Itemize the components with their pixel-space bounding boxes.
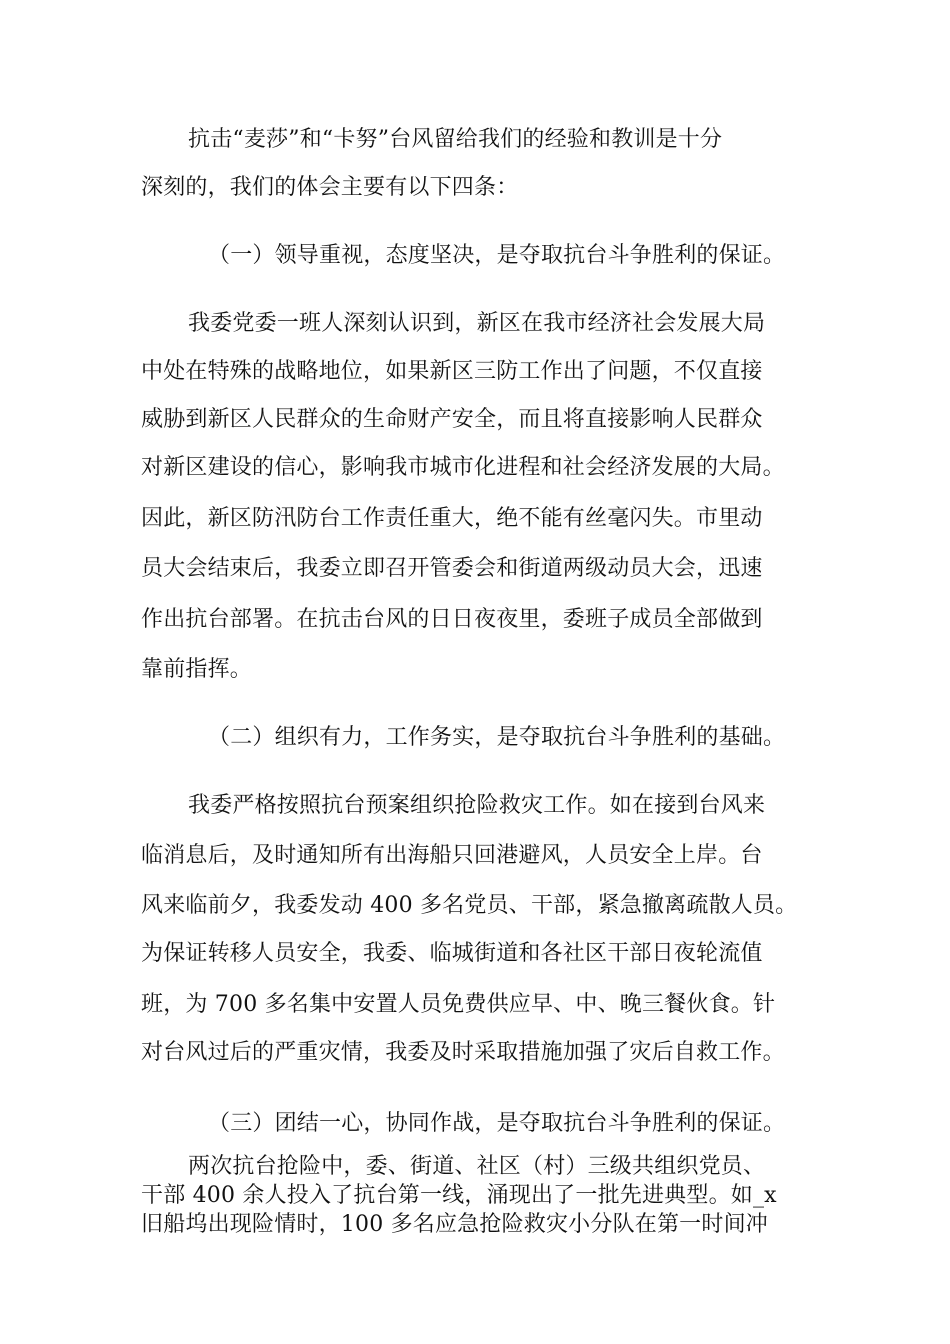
paragraph-2-line-8: 靠前指挥。 — [141, 657, 253, 682]
paragraph-4-line-1: 两次抗台抢险中，委、街道、社区（村）三级共组织党员、 — [188, 1154, 766, 1179]
section-heading-3: （三）团结一心，协同作战，是夺取抗台斗争胜利的保证。 — [208, 1111, 786, 1136]
paragraph-2-line-1: 我委党委一班人深刻认识到，新区在我市经济社会发展大局 — [188, 311, 766, 336]
paragraph-2-line-5: 因此，新区防汛防台工作责任重大，绝不能有丝毫闪失。市里动 — [141, 506, 763, 531]
paragraph-1-line-2: 深刻的，我们的体会主要有以下四条： — [141, 175, 519, 200]
paragraph-2-line-4: 对新区建设的信心，影响我市城市化进程和社会经济发展的大局。 — [141, 455, 785, 480]
paragraph-3-line-2: 临消息后，及时通知所有出海船只回港避风，人员安全上岸。台 — [141, 843, 763, 868]
paragraph-1-line-1: 抗击“麦莎”和“卡努”台风留给我们的经验和教训是十分 — [188, 127, 723, 152]
paragraph-3-line-3: 风来临前夕，我委发动 400 多名党员、干部，紧急撤离疏散人员。 — [141, 893, 798, 918]
paragraph-4-line-2: 干部 400 余人投入了抗台第一线，涌现出了一批先进典型。如_x — [141, 1183, 777, 1208]
paragraph-2-line-6: 员大会结束后，我委立即召开管委会和街道两级动员大会，迅速 — [141, 556, 763, 581]
paragraph-3-line-5: 班，为 700 多名集中安置人员免费供应早、中、晚三餐伙食。针 — [141, 992, 776, 1017]
section-heading-2: （二）组织有力，工作务实，是夺取抗台斗争胜利的基础。 — [208, 725, 786, 750]
paragraph-4-line-3: 旧船坞出现险情时，100 多名应急抢险救灾小分队在第一时间冲 — [141, 1212, 768, 1237]
paragraph-2-line-2: 中处在特殊的战略地位，如果新区三防工作出了问题，不仅直接 — [141, 359, 763, 384]
paragraph-3-line-6: 对台风过后的严重灾情，我委及时采取措施加强了灾后自救工作。 — [141, 1040, 785, 1065]
paragraph-2-line-3: 威胁到新区人民群众的生命财产安全，而且将直接影响人民群众 — [141, 407, 763, 432]
section-heading-1: （一）领导重视，态度坚决，是夺取抗台斗争胜利的保证。 — [208, 243, 786, 268]
paragraph-2-line-7: 作出抗台部署。在抗击台风的日日夜夜里，委班子成员全部做到 — [141, 607, 763, 632]
paragraph-3-line-1: 我委严格按照抗台预案组织抢险救灾工作。如在接到台风来 — [188, 793, 766, 818]
paragraph-3-line-4: 为保证转移人员安全，我委、临城街道和各社区干部日夜轮流值 — [141, 941, 763, 966]
